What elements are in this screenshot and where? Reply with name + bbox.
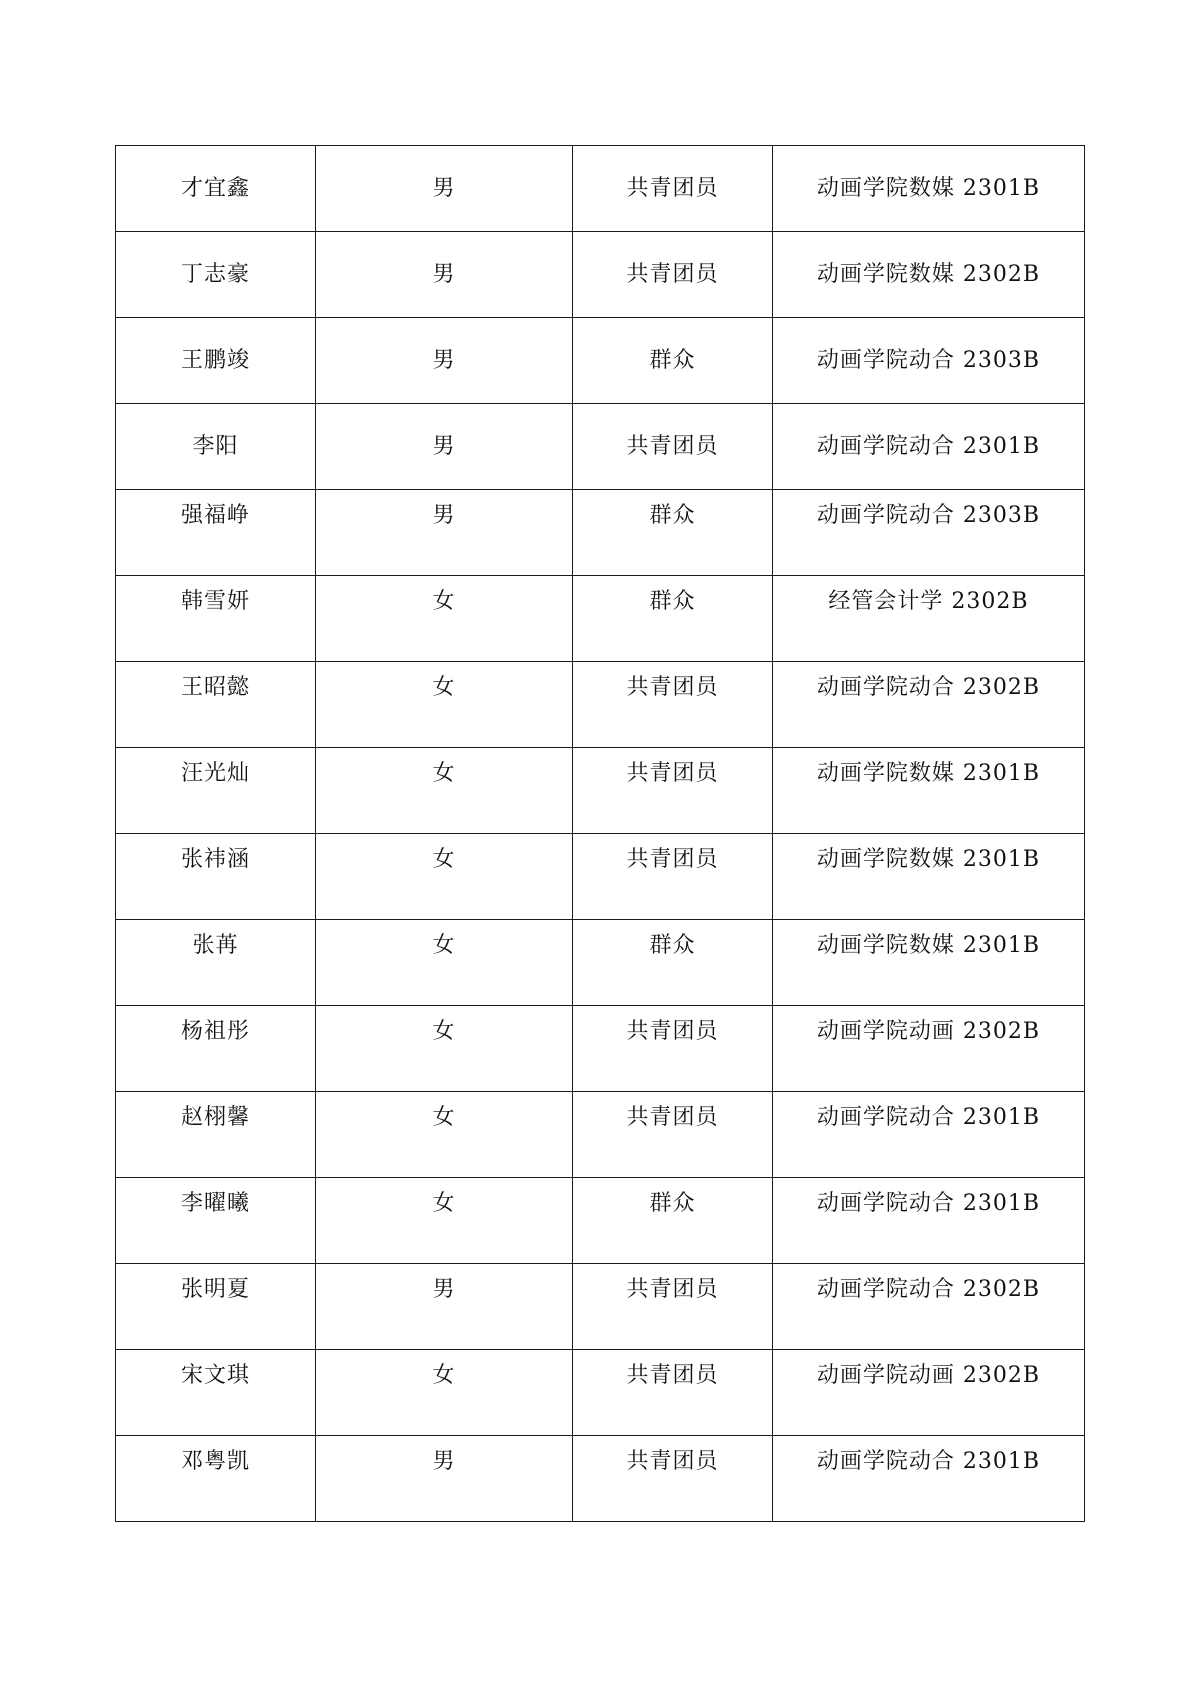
table-row <box>116 748 1085 834</box>
gender-cell: 男 <box>316 146 573 232</box>
political-status-cell: 群众 <box>573 576 773 662</box>
political-status-cell: 共青团员 <box>573 404 773 490</box>
class-cell: 动画学院动合 2301B <box>773 1092 1085 1178</box>
table-row <box>116 1436 1085 1522</box>
table-row <box>116 662 1085 748</box>
table-row <box>116 834 1085 920</box>
gender-cell: 男 <box>316 1264 573 1350</box>
name-cell: 宋文琪 <box>116 1350 316 1436</box>
table-row <box>116 1178 1085 1264</box>
table-row <box>116 490 1085 576</box>
class-cell: 经管会计学 2302B <box>773 576 1085 662</box>
gender-cell: 女 <box>316 1178 573 1264</box>
class-cell: 动画学院数媒 2302B <box>773 232 1085 318</box>
gender-cell: 男 <box>316 404 573 490</box>
name-cell: 邓粤凯 <box>116 1436 316 1522</box>
gender-cell: 女 <box>316 834 573 920</box>
political-status-cell: 群众 <box>573 1178 773 1264</box>
political-status-cell: 共青团员 <box>573 834 773 920</box>
political-status-cell: 共青团员 <box>573 1264 773 1350</box>
name-cell: 李阳 <box>116 404 316 490</box>
political-status-cell: 共青团员 <box>573 1436 773 1522</box>
name-cell: 李曜曦 <box>116 1178 316 1264</box>
political-status-cell: 群众 <box>573 318 773 404</box>
table-row <box>116 920 1085 1006</box>
table-row <box>116 318 1085 404</box>
class-cell: 动画学院数媒 2301B <box>773 834 1085 920</box>
name-cell: 才宜鑫 <box>116 146 316 232</box>
political-status-cell: 共青团员 <box>573 1092 773 1178</box>
gender-cell: 男 <box>316 490 573 576</box>
political-status-cell: 共青团员 <box>573 748 773 834</box>
gender-cell: 女 <box>316 576 573 662</box>
political-status-cell: 共青团员 <box>573 232 773 318</box>
table-row <box>116 404 1085 490</box>
political-status-cell: 共青团员 <box>573 146 773 232</box>
class-cell: 动画学院动画 2302B <box>773 1350 1085 1436</box>
class-cell: 动画学院动画 2302B <box>773 1006 1085 1092</box>
gender-cell: 男 <box>316 318 573 404</box>
name-cell: 杨祖彤 <box>116 1006 316 1092</box>
gender-cell: 男 <box>316 232 573 318</box>
class-cell: 动画学院动合 2302B <box>773 1264 1085 1350</box>
political-status-cell: 共青团员 <box>573 662 773 748</box>
political-status-cell: 共青团员 <box>573 1350 773 1436</box>
table-row <box>116 576 1085 662</box>
class-cell: 动画学院动合 2301B <box>773 1178 1085 1264</box>
name-cell: 张祎涵 <box>116 834 316 920</box>
class-cell: 动画学院动合 2302B <box>773 662 1085 748</box>
name-cell: 丁志豪 <box>116 232 316 318</box>
name-cell: 张明夏 <box>116 1264 316 1350</box>
name-cell: 强福峥 <box>116 490 316 576</box>
table-row <box>116 232 1085 318</box>
gender-cell: 女 <box>316 662 573 748</box>
roster-table <box>115 145 1085 1522</box>
class-cell: 动画学院动合 2301B <box>773 1436 1085 1522</box>
name-cell: 韩雪妍 <box>116 576 316 662</box>
table-row <box>116 1092 1085 1178</box>
gender-cell: 女 <box>316 920 573 1006</box>
class-cell: 动画学院动合 2301B <box>773 404 1085 490</box>
class-cell: 动画学院动合 2303B <box>773 318 1085 404</box>
political-status-cell: 共青团员 <box>573 1006 773 1092</box>
table-row <box>116 1264 1085 1350</box>
table-row <box>116 1350 1085 1436</box>
name-cell: 王昭懿 <box>116 662 316 748</box>
name-cell: 张苒 <box>116 920 316 1006</box>
class-cell: 动画学院动合 2303B <box>773 490 1085 576</box>
gender-cell: 女 <box>316 1006 573 1092</box>
name-cell: 王鹏竣 <box>116 318 316 404</box>
table-row <box>116 1006 1085 1092</box>
class-cell: 动画学院数媒 2301B <box>773 748 1085 834</box>
name-cell: 汪光灿 <box>116 748 316 834</box>
political-status-cell: 群众 <box>573 920 773 1006</box>
political-status-cell: 群众 <box>573 490 773 576</box>
gender-cell: 女 <box>316 1092 573 1178</box>
gender-cell: 女 <box>316 748 573 834</box>
name-cell: 赵栩馨 <box>116 1092 316 1178</box>
gender-cell: 男 <box>316 1436 573 1522</box>
table-row <box>116 146 1085 232</box>
gender-cell: 女 <box>316 1350 573 1436</box>
class-cell: 动画学院数媒 2301B <box>773 920 1085 1006</box>
class-cell: 动画学院数媒 2301B <box>773 146 1085 232</box>
